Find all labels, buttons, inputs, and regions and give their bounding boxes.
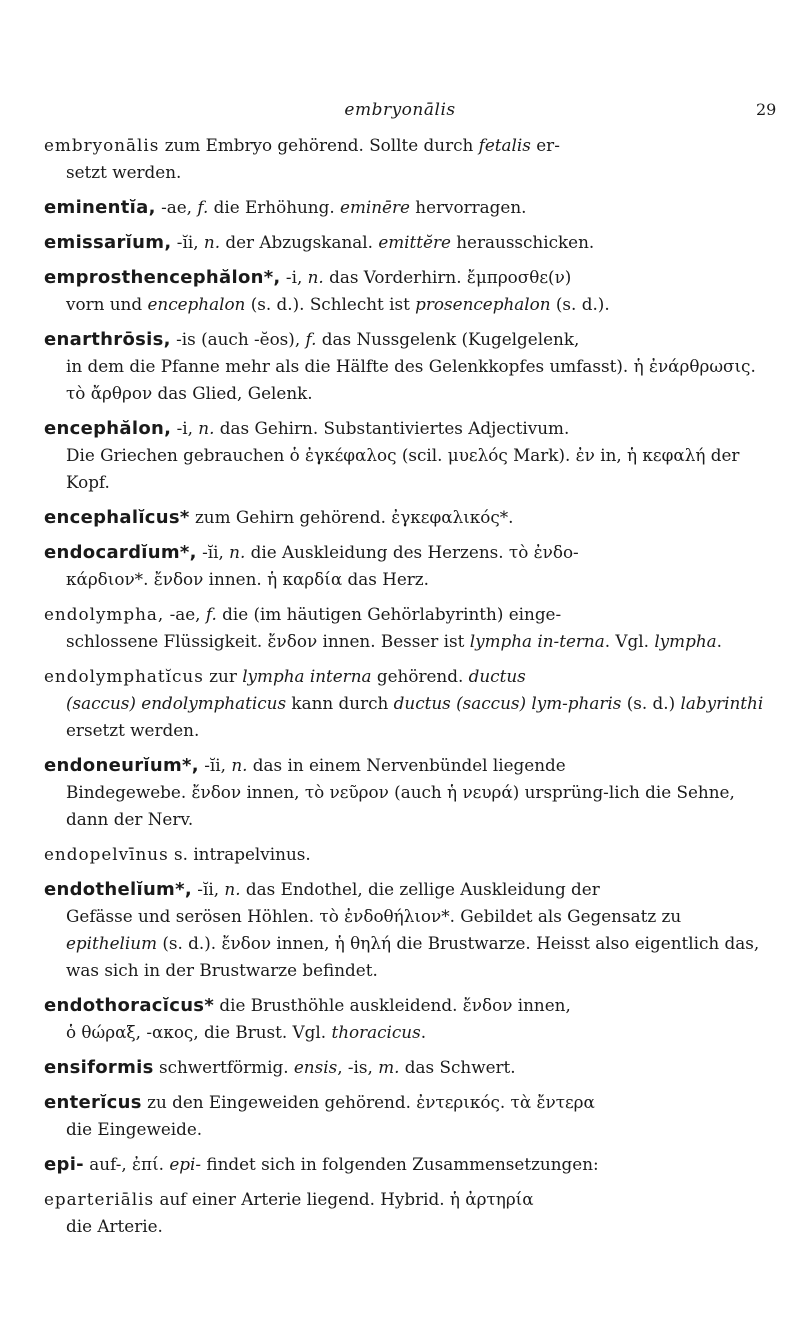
definition-text: -ae, bbox=[164, 604, 206, 624]
italic-term: f. bbox=[197, 197, 209, 217]
page-number: 29 bbox=[756, 100, 777, 119]
italic-term: n. bbox=[307, 267, 324, 287]
italic-term: labyrinthi bbox=[680, 693, 764, 713]
entry-eparterialis bbox=[44, 1186, 772, 1240]
definition-text: (s. d.). bbox=[550, 294, 610, 314]
definition-text: findet sich in folgenden Zusammensetzungen: bbox=[201, 1154, 599, 1174]
headword: encephălon, bbox=[44, 418, 172, 439]
headword: enarthrōsis, bbox=[44, 329, 171, 350]
headword: embryonālis bbox=[44, 135, 160, 155]
definition-text: -ĭi, bbox=[198, 755, 232, 775]
definition-text: -ae, bbox=[155, 197, 198, 217]
definition-text: gehörend. bbox=[371, 666, 469, 686]
headword: endothoracĭcus* bbox=[44, 995, 215, 1016]
continuation bbox=[44, 628, 772, 655]
italic-term: lympha interna bbox=[242, 666, 372, 686]
entry-endothoracicus bbox=[44, 992, 772, 1046]
continuation: κάρδιον*. ἔνδον innen. ἡ καρδία das Herz. bbox=[66, 569, 429, 589]
continuation bbox=[44, 291, 772, 318]
entry-endopelvinus bbox=[44, 841, 772, 868]
definition-text: . bbox=[716, 631, 722, 651]
continuation: setzt werden. bbox=[66, 162, 182, 182]
definition-text: zu den Eingeweiden gehörend. ἐντερικός. τὰ ἔντερα bbox=[141, 1092, 595, 1112]
italic-term: ensis bbox=[293, 1057, 338, 1077]
definition-text: . bbox=[420, 1022, 427, 1042]
entry-endocardium bbox=[44, 539, 772, 593]
definition-text: hervorragen. bbox=[409, 197, 527, 217]
italic-term: m. bbox=[378, 1057, 400, 1077]
italic-term: f. bbox=[205, 604, 217, 624]
entry-endoneurium bbox=[44, 752, 772, 833]
definition-text: (s. d.). ἔνδον innen, ἡ θηλή die Brustwarze. Heisst also eigentlich das, was sich in der Brustwarze befindet. bbox=[66, 933, 760, 980]
definition-text: (s. d.). Schlecht ist bbox=[245, 294, 416, 314]
definition-text: das Schwert. bbox=[399, 1057, 516, 1077]
definition-text: -ĭi, bbox=[171, 232, 204, 252]
dictionary-entries bbox=[44, 132, 772, 1248]
italic-term: n. bbox=[224, 879, 241, 899]
italic-term: f. bbox=[305, 329, 317, 349]
continuation: die Eingeweide. bbox=[66, 1119, 203, 1139]
italic-term: epi- bbox=[169, 1154, 202, 1174]
italic-term: fetalis bbox=[478, 135, 531, 155]
headword: emprosthencephălon*, bbox=[44, 267, 281, 288]
headword: endothelĭum*, bbox=[44, 879, 192, 900]
definition-text: , -is, bbox=[337, 1057, 379, 1077]
continuation: die Arterie. bbox=[66, 1216, 163, 1236]
definition-text: zum Gehirn gehörend. ἐγκεφαλικός*. bbox=[189, 507, 514, 527]
entry-embryonalis bbox=[44, 132, 772, 186]
headword: eparteriālis bbox=[44, 1189, 155, 1209]
definition-text: s. intrapelvinus. bbox=[168, 844, 311, 864]
definition-text: -i, bbox=[171, 418, 199, 438]
definition-text: das in einem Nervenbündel liegende bbox=[247, 755, 566, 775]
definition-text: die (im häutigen Gehörlabyrinth) einge- bbox=[216, 604, 562, 624]
continuation bbox=[44, 690, 772, 744]
entry-endolympha bbox=[44, 601, 772, 655]
headword: endoneurĭum*, bbox=[44, 755, 199, 776]
headword: endopelvīnus bbox=[44, 844, 169, 864]
definition-text: die Erhöhung. bbox=[208, 197, 341, 217]
entry-epi bbox=[44, 1151, 772, 1178]
italic-term: epithelium bbox=[66, 933, 157, 953]
entry-encephalicus bbox=[44, 504, 772, 531]
headword: endolympha, bbox=[44, 604, 165, 624]
headword: emissarĭum, bbox=[44, 232, 172, 253]
definition-text: zur bbox=[203, 666, 243, 686]
definition-text: das Gehirn. Substantiviertes Adjectivum. bbox=[214, 418, 570, 438]
entry-enarthrosis bbox=[44, 326, 772, 407]
italic-term: n. bbox=[231, 755, 248, 775]
headword: endocardĭum*, bbox=[44, 542, 197, 563]
definition-text: das Vorderhirn. ἔμπροσθε(ν) bbox=[323, 267, 572, 287]
italic-term: ductus (saccus) lym-pharis bbox=[393, 693, 622, 713]
definition-text: vorn und bbox=[66, 294, 148, 314]
continuation: Die Griechen gebrauchen ὁ ἐγκέφαλος (scil. μυελός Mark). ἐν in, ἡ κεφαλή der Kopf. bbox=[66, 445, 740, 492]
italic-term: encephalon bbox=[147, 294, 246, 314]
headword: ensiformis bbox=[44, 1057, 154, 1078]
definition-text: . Vgl. bbox=[604, 631, 655, 651]
definition-text: herausschicken. bbox=[450, 232, 595, 252]
italic-term: n. bbox=[203, 232, 221, 252]
definition-text: er- bbox=[530, 135, 560, 155]
definition-text: der Abzugskanal. bbox=[220, 232, 379, 252]
italic-term: (saccus) endolymphaticus bbox=[66, 693, 287, 713]
entry-encephalon bbox=[44, 415, 772, 496]
italic-term: lympha bbox=[654, 631, 717, 651]
definition-text: -i, bbox=[280, 267, 308, 287]
headword: eminentĭa, bbox=[44, 197, 156, 218]
italic-term: ductus bbox=[468, 666, 526, 686]
italic-term: lympha in-terna bbox=[469, 631, 605, 651]
definition-text: auf einer Arterie liegend. Hybrid. ἡ ἀρτηρία bbox=[154, 1189, 534, 1209]
running-head: embryonālis bbox=[344, 100, 456, 120]
definition-text: schlossene Flüssigkeit. ἔνδον innen. Besser ist bbox=[66, 631, 470, 651]
continuation: in dem die Pfanne mehr als die Hälfte des Gelenkkopfes umfasst). ἡ ἐνάρθρωσις. τὸ ἄρθρον das Glied, Gelenk. bbox=[66, 356, 756, 403]
continuation: Bindegewebe. ἔνδον innen, τὸ νεῦρον (auch ἡ νευρά) ursprüng-lich die Sehne, dann der Nerv. bbox=[66, 782, 735, 829]
entry-emprosthencephalon bbox=[44, 264, 772, 318]
italic-term: n. bbox=[198, 418, 215, 438]
definition-text: -ĭi, bbox=[196, 542, 230, 562]
definition-text: -ĭi, bbox=[191, 879, 225, 899]
definition-text: ὁ θώραξ, -ακος, die Brust. Vgl. bbox=[66, 1022, 332, 1042]
headword: enterĭcus bbox=[44, 1092, 142, 1113]
italic-term: n. bbox=[229, 542, 246, 562]
entry-eminentia bbox=[44, 194, 772, 221]
definition-text: das Endothel, die zellige Auskleidung der bbox=[240, 879, 600, 899]
entry-emissarium bbox=[44, 229, 772, 256]
definition-text: die Brusthöhle auskleidend. ἔνδον innen, bbox=[214, 995, 571, 1015]
italic-term: emittĕre bbox=[378, 232, 451, 252]
continuation bbox=[44, 903, 772, 984]
definition-text: auf-, ἐπί. bbox=[83, 1154, 170, 1174]
entry-endothelium bbox=[44, 876, 772, 984]
definition-text: ersetzt werden. bbox=[66, 720, 200, 740]
italic-term: eminēre bbox=[340, 197, 410, 217]
definition-text: das Nussgelenk (Kugelgelenk, bbox=[316, 329, 580, 349]
italic-term: prosencephalon bbox=[415, 294, 551, 314]
headword: encephalĭcus* bbox=[44, 507, 190, 528]
continuation bbox=[44, 1019, 772, 1046]
headword: epi- bbox=[44, 1154, 84, 1175]
entry-endolymphaticus bbox=[44, 663, 772, 744]
headword: endolymphatĭcus bbox=[44, 666, 204, 686]
definition-text: zum Embryo gehörend. Sollte durch bbox=[159, 135, 479, 155]
definition-text: Gefässe und serösen Höhlen. τὸ ἐνδοθήλιον*. Gebildet als Gegensatz zu bbox=[66, 906, 682, 926]
definition-text: -is (auch -ĕos), bbox=[170, 329, 306, 349]
entry-entericus bbox=[44, 1089, 772, 1143]
definition-text: (s. d.) bbox=[621, 693, 681, 713]
definition-text: die Auskleidung des Herzens. τὸ ἐνδο- bbox=[245, 542, 579, 562]
definition-text: kann durch bbox=[286, 693, 394, 713]
italic-term: thoracicus bbox=[331, 1022, 421, 1042]
definition-text: schwertförmig. bbox=[153, 1057, 294, 1077]
entry-ensiformis bbox=[44, 1054, 772, 1081]
